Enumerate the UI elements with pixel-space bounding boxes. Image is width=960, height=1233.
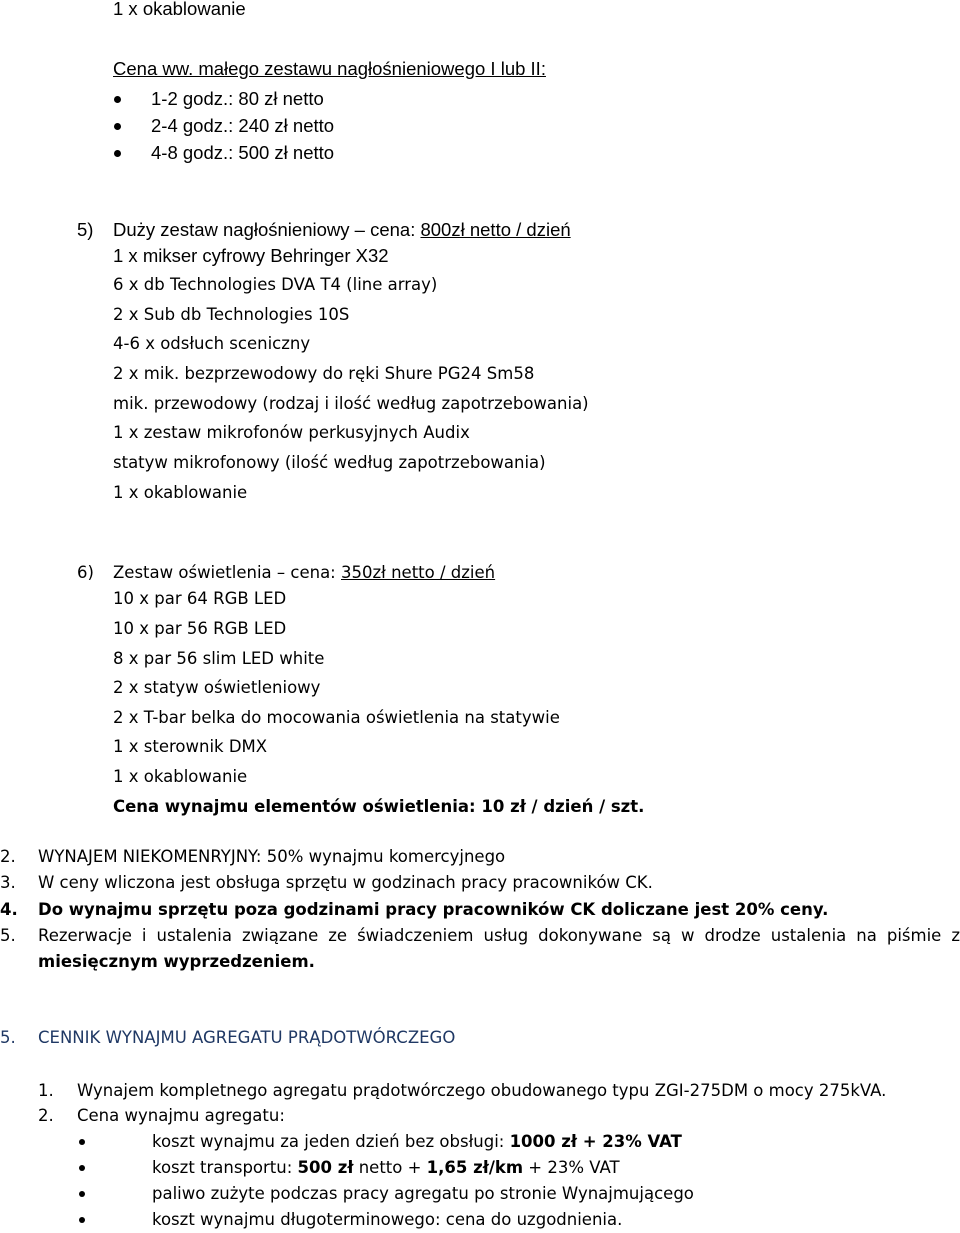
list-item: 8 x par 56 slim LED white: [113, 649, 325, 668]
bullet-icon: [79, 1165, 85, 1171]
small-set-price-3: 4-8 godz.: 500 zł netto: [151, 142, 335, 163]
generator-long-term: koszt wynajmu długoterminowego: cena do uzgodnienia.: [152, 1210, 623, 1229]
note-overtime: Do wynajmu sprzętu poza godzinami pracy pracowników CK doliczane jest 20% ceny.: [38, 900, 829, 919]
note-service-included: W ceny wliczona jest obsługa sprzętu w godzinach pracy pracowników CK.: [38, 873, 653, 892]
list-item: 10 x par 56 RGB LED: [113, 619, 287, 638]
list-item: 2 x T-bar belka do mocowania oświetlenia na statywie: [113, 708, 560, 727]
bullet-icon: [79, 1139, 85, 1145]
note-reservation: Rezerwacje i ustalenia związane ze świadczeniem usług dokonywane są w drodze ustalenia na piśmie z: [38, 926, 960, 945]
generator-item-number: 2.: [38, 1106, 54, 1125]
note-noncommercial: WYNAJEM NIEKOMENRYJNY: 50% wynajmu komercyjnego: [38, 847, 506, 866]
generator-section-number: 5.: [0, 1028, 16, 1047]
small-set-price-1: 1-2 godz.: 80 zł netto: [151, 88, 324, 109]
bullet-icon: [79, 1191, 85, 1197]
list-item: 4-6 x odsłuch sceniczny: [113, 334, 311, 353]
section5-title: Duży zestaw nagłośnieniowy – cena: 800zł netto / dzień: [113, 219, 571, 240]
lighting-element-price: Cena wynajmu elementów oświetlenia: 10 zł / dzień / szt.: [113, 797, 645, 816]
generator-fuel: paliwo zużyte podczas pracy agregatu po stronie Wynajmującego: [152, 1184, 694, 1203]
bullet-icon: [114, 96, 121, 103]
note-number: 2.: [0, 847, 16, 866]
list-item: 1 x okablowanie: [113, 483, 248, 502]
section6-number: 6): [77, 563, 94, 582]
list-item: 2 x statyw oświetleniowy: [113, 678, 321, 697]
section5-price: 800zł netto / dzień: [420, 219, 571, 240]
generator-item-number: 1.: [38, 1081, 54, 1100]
generator-price-heading: Cena wynajmu agregatu:: [77, 1106, 285, 1125]
cabling-line: 1 x okablowanie: [113, 0, 246, 19]
list-item: 2 x Sub db Technologies 10S: [113, 305, 350, 324]
list-item: 10 x par 64 RGB LED: [113, 589, 287, 608]
list-item: 6 x db Technologies DVA T4 (line array): [113, 275, 438, 294]
list-item: 1 x okablowanie: [113, 767, 248, 786]
section5-number: 5): [77, 219, 94, 240]
note-number: 3.: [0, 873, 16, 892]
section6-title: Zestaw oświetlenia – cena: 350zł netto / dzień: [113, 563, 496, 582]
note-number: 5.: [0, 926, 16, 945]
list-item: 1 x sterownik DMX: [113, 737, 268, 756]
bullet-icon: [79, 1217, 85, 1223]
list-item: 1 x mikser cyfrowy Behringer X32: [113, 245, 389, 266]
generator-heading: CENNIK WYNAJMU AGREGATU PRĄDOTWÓRCZEGO: [38, 1028, 456, 1047]
note-number: 4.: [0, 900, 18, 919]
section6-price: 350zł netto / dzień: [341, 563, 496, 582]
small-set-heading: Cena ww. małego zestawu nagłośnieniowego I lub II:: [113, 58, 546, 79]
list-item: mik. przewodowy (rodzaj i ilość według zapotrzebowania): [113, 394, 589, 413]
generator-daily-cost: koszt wynajmu za jeden dzień bez obsługi: 1000 zł + 23% VAT: [152, 1132, 682, 1151]
bullet-icon: [114, 150, 121, 157]
generator-transport-cost: koszt transportu: 500 zł netto + 1,65 zł/km + 23% VAT: [152, 1158, 620, 1177]
note-reservation-cont: miesięcznym wyprzedzeniem.: [38, 952, 315, 971]
list-item: statyw mikrofonowy (ilość według zapotrzebowania): [113, 453, 546, 472]
list-item: 1 x zestaw mikrofonów perkusyjnych Audix: [113, 423, 470, 442]
small-set-price-2: 2-4 godz.: 240 zł netto: [151, 115, 335, 136]
list-item: 2 x mik. bezprzewodowy do ręki Shure PG24 Sm58: [113, 364, 535, 383]
generator-description: Wynajem kompletnego agregatu prądotwórczego obudowanego typu ZGI-275DM o mocy 275kVA.: [77, 1081, 887, 1100]
bullet-icon: [114, 123, 121, 130]
